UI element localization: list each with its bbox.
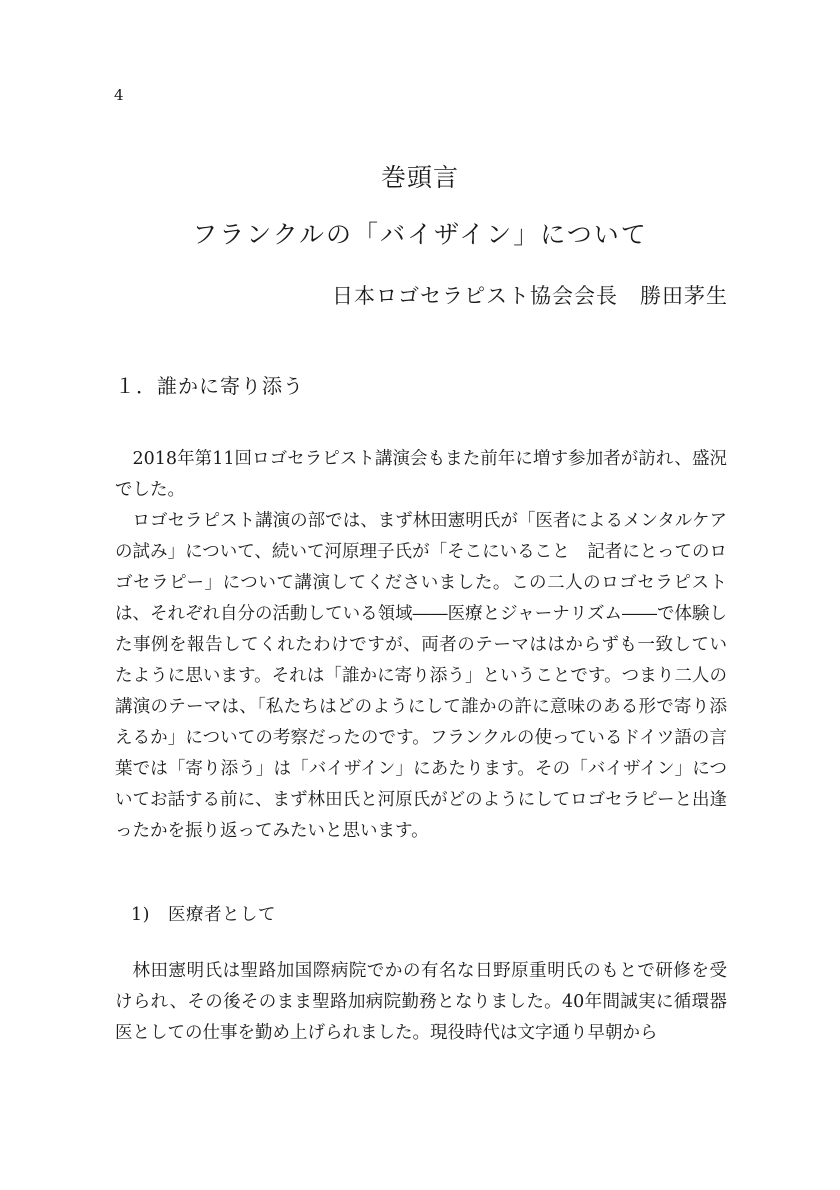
subsection-title: 1) 医療者として	[131, 905, 276, 925]
page-subtitle: フランクルの「バイザイン」について	[192, 220, 648, 249]
page-number: 4	[114, 86, 124, 104]
page-title: 巻頭言	[380, 163, 459, 192]
paragraph: 2018年第11回ロゴセラピスト講演会もまた前年に増す参加者が訪れ、盛況でした。	[115, 449, 727, 500]
section-body	[115, 444, 727, 847]
paragraph: ロゴセラピスト講演の部では、まず林田憲明氏が「医者によるメンタルケアの試み」について、続いて河原理子氏が「そこにいること 記者にとってのロゴセラピー」について講演してくださいました。この二人のロゴセラピストは、それぞれ自分の活動している領域――医療とジャーナリズム――で体験した事例を報告してくれたわけですが、両者のテーマははからずも一致していたように思います。それは「誰かに寄り添う」ということです。つまり二人の講演のテーマは、「私たちはどのようにして誰かの許に意味のある形で寄り添えるか」についての考察だったのです。フランクルの使っているドイツ語の言葉では「寄り添う」は「バイザイン」にあたります。その「バイザイン」についてお話する前に、まず林田氏と河原氏がどのようにしてロゴセラピーと出逢ったかを振り返ってみたいと思います。	[115, 511, 727, 841]
author-line: 日本ロゴセラピスト協会会長 勝田茅生	[332, 284, 728, 308]
subsection-body	[115, 956, 727, 1049]
paragraph: 林田憲明氏は聖路加国際病院でかの有名な日野原重明氏のもとで研修を受けられ、その後そのまま聖路加病院勤務となりました。40年間誠実に循環器医としての仕事を勤め上げられました。現役時代は文字通り早朝から	[115, 961, 727, 1043]
section-title: １．誰かに寄り添う	[115, 374, 304, 398]
